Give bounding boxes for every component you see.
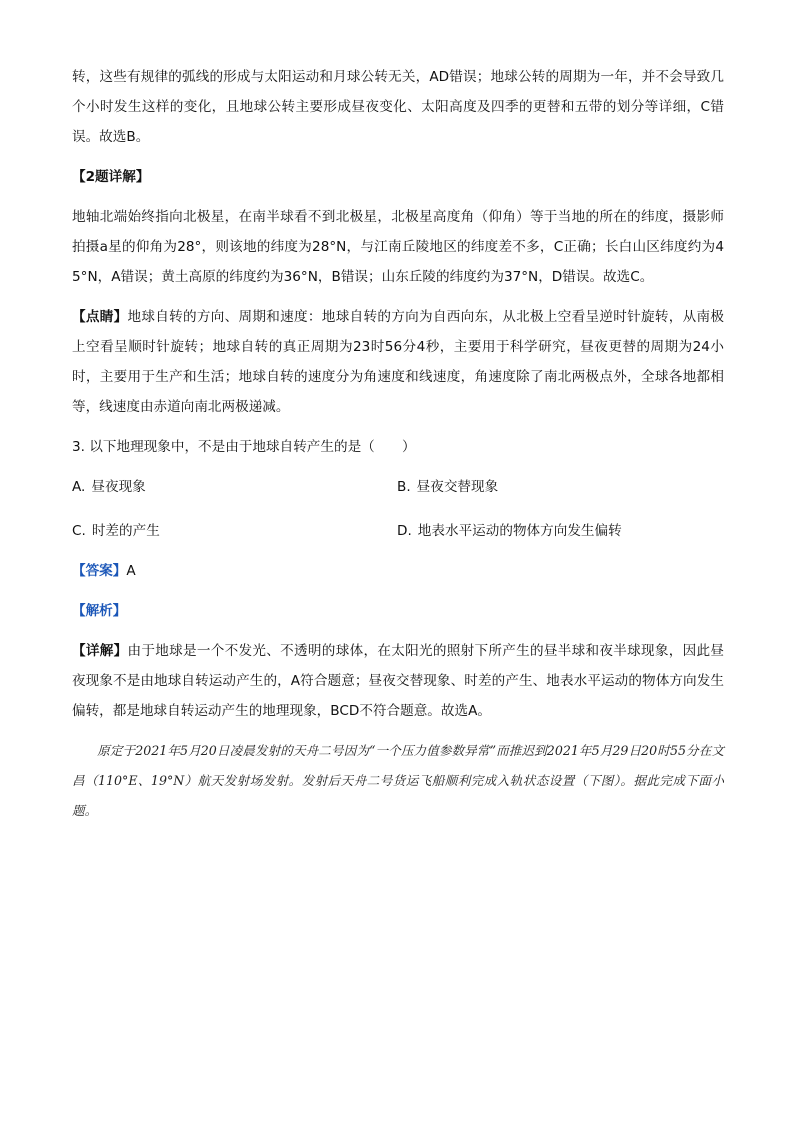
option-text: 地表水平运动的物体方向发生偏转 (417, 523, 622, 539)
option-text: 昼夜现象 (91, 479, 146, 495)
analysis-tag: 【解析】 (72, 603, 127, 619)
q3-stem: 3. 以下地理现象中，不是由于地球自转产生的是（ ） (72, 439, 416, 455)
q2-body: 地轴北端始终指向北极星，在南半球看不到北极星，北极星高度角（仰角）等于当地的所在的纬度，摄影师拍摄a星的仰角为28°，则该地的纬度为28°N，与江南丘陵地区的纬度差不多，C正确；长白山区纬度约为45°N，A错误；黄土高原的纬度约为36°N，B错误；山东丘陵的纬度约为37°N，D错误。故选C。 (72, 209, 724, 285)
option-letter: C. (72, 523, 86, 539)
answer-line (72, 556, 724, 586)
q2-explanation (72, 202, 724, 292)
option-c (72, 516, 397, 546)
q2-heading: 【2题详解】 (72, 169, 150, 185)
detail-body: 由于地球是一个不发光、不透明的球体，在太阳光的照射下所产生的昼半球和夜半球现象，因此昼夜现象不是由地球自转运动产生的，A符合题意；昼夜交替现象、时差的产生、地表水平运动的物体方向发生偏转，都是地球自转运动产生的地理现象，BCD不符合题意。故选A。 (72, 643, 724, 719)
detail-paragraph (72, 636, 724, 726)
material-paragraph: 原定于2021年5月20日凌晨发射的天舟二号因为“一个压力值参数异常”而推迟到2021年5月29日20时55分在文昌（110°E、19°N）航天发射场发射。发射后天舟二号货运飞船顺利完成入轨状态设置（下图）。据此完成下面小题。 (72, 743, 724, 818)
option-letter: D. (397, 523, 412, 539)
option-letter: B. (397, 479, 411, 495)
tip-paragraph (72, 302, 724, 422)
q3-options (72, 472, 724, 546)
option-b (397, 472, 722, 502)
option-a (72, 472, 397, 502)
option-d (397, 516, 722, 546)
option-text: 时差的产生 (91, 523, 160, 539)
intro-paragraph: 转，这些有规律的弧线的形成与太阳运动和月球公转无关，AD错误；地球公转的周期为一年，并不会导致几个小时发生这样的变化，且地球公转主要形成昼夜变化、太阳高度及四季的更替和五带的划分等详细，C错误。故选B。 (72, 69, 724, 145)
tip-body: 地球自转的方向、周期和速度：地球自转的方向为自西向东，从北极上空看呈逆时针旋转，从南极上空看呈顺时针旋转；地球自转的真正周期为23时56分4秒，主要用于科学研究，昼夜更替的周期为24小时，主要用于生产和生活；地球自转的速度分为角速度和线速度，角速度除了南北两极点外，全球各地都相等，线速度由赤道向南北两极递减。 (72, 309, 724, 415)
answer-tag: 【答案】 (72, 563, 127, 579)
option-text: 昼夜交替现象 (416, 479, 499, 495)
analysis-line (72, 596, 724, 626)
answer-value: A (126, 563, 136, 579)
option-letter: A. (72, 479, 86, 495)
tip-tag: 【点睛】 (72, 309, 128, 325)
detail-tag: 【详解】 (72, 643, 128, 659)
document-page (72, 62, 724, 826)
